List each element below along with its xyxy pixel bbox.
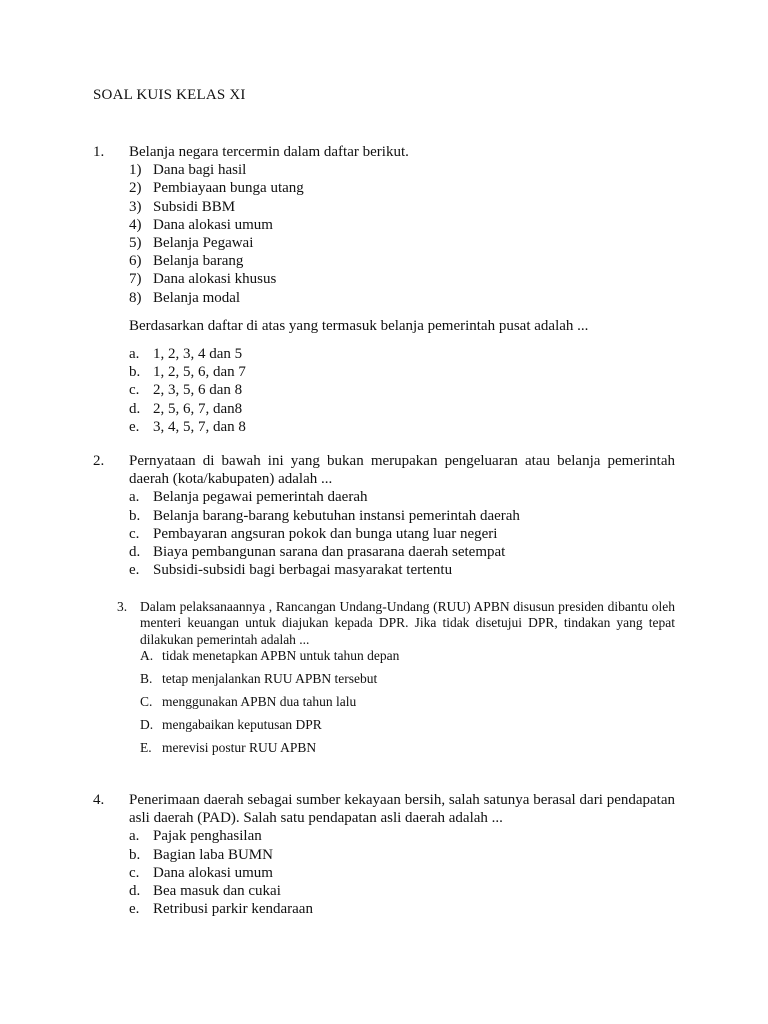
option-label: c. [129,864,140,881]
question-subtext: Berdasarkan daftar di atas yang termasuk belanja pemerintah pusat adalah ... [129,317,589,334]
item-text: Pembiayaan bunga utang [153,180,304,197]
list-item [129,198,675,216]
option-text: merevisi postur RUU APBN [162,739,317,755]
option-b [129,846,675,864]
option-text: Pajak penghasilan [153,828,262,845]
option-label: d. [129,883,141,900]
option-e [140,740,675,763]
option-label: a. [129,489,140,506]
option-text: Subsidi-subsidi bagi berbagai masyarakat tertentu [153,562,453,579]
option-c [129,864,675,882]
option-text: Bea masuk dan cukai [153,883,281,900]
list-item [129,252,675,270]
option-b [129,507,675,525]
item-text: Dana alokasi khusus [153,271,277,288]
list-item [129,161,675,179]
item-label: 1) [129,162,142,179]
page-title: SOAL KUIS KELAS XI [93,87,246,103]
question-1 [93,143,675,436]
option-label: E. [140,739,152,755]
option-list [129,488,675,579]
item-label: 2) [129,180,142,197]
option-a [129,345,675,363]
question-number: 3. [117,599,128,614]
option-c [129,525,675,543]
option-d [129,882,675,900]
item-text: Belanja barang [153,253,244,270]
option-d [129,543,675,561]
option-a [129,488,675,506]
option-label: b. [129,846,141,863]
option-label: e. [129,418,140,435]
item-label: 7) [129,271,142,288]
option-e [129,900,675,918]
question-4 [93,791,675,918]
item-text: Dana bagi hasil [153,162,247,179]
option-label: D. [140,716,154,732]
option-text: tidak menetapkan APBN untuk tahun depan [162,647,400,663]
item-label: 5) [129,235,142,252]
item-list [129,161,675,307]
question-text: Pernyataan di bawah ini yang bukan merupakan pengeluaran atau belanja pemerintah daerah (kota/kabupaten) adalah ... [129,453,675,488]
option-c [129,381,675,399]
item-text: Subsidi BBM [153,198,236,215]
option-label: d. [129,400,141,417]
option-text: 1, 2, 5, 6, dan 7 [153,364,246,381]
list-item [129,216,675,234]
list-item [129,179,675,197]
list-item [129,289,675,307]
option-list [140,648,675,763]
question-number: 4. [93,792,105,808]
option-d [129,400,675,418]
question-2 [93,452,675,579]
option-label: b. [129,364,141,381]
option-text: 2, 3, 5, 6 dan 8 [153,382,243,399]
option-label: e. [129,901,140,918]
option-label: A. [140,647,154,663]
item-label: 8) [129,289,142,306]
question-number: 2. [93,453,105,469]
option-text: 1, 2, 3, 4 dan 5 [153,346,243,363]
option-d [140,717,675,740]
option-label: a. [129,346,140,363]
option-label: b. [129,507,141,524]
list-item [129,270,675,288]
option-label: C. [140,693,153,709]
item-text: Belanja modal [153,289,241,306]
option-text: menggunakan APBN dua tahun lalu [162,693,357,709]
item-label: 4) [129,216,142,233]
item-label: 6) [129,253,142,270]
option-label: B. [140,670,153,686]
option-e [129,418,675,436]
question-text: Belanja negara tercermin dalam daftar berikut. [129,144,409,160]
option-text: Bagian laba BUMN [153,846,273,863]
option-text: Belanja pegawai pemerintah daerah [153,489,368,506]
option-a [140,648,675,671]
option-text: 2, 5, 6, 7, dan8 [153,400,243,417]
option-b [140,671,675,694]
option-text: Biaya pembangunan sarana dan prasarana daerah setempat [153,544,506,561]
option-b [129,363,675,381]
option-text: Retribusi parkir kendaraan [153,901,313,918]
option-text: Pembayaran angsuran pokok dan bunga utang luar negeri [153,525,498,542]
option-label: d. [129,544,141,561]
item-label: 3) [129,198,142,215]
option-text: 3, 4, 5, 7, dan 8 [153,418,246,435]
list-item [129,234,675,252]
option-text: Dana alokasi umum [153,864,273,881]
item-text: Dana alokasi umum [153,216,273,233]
option-text: mengabaikan keputusan DPR [162,716,322,732]
option-label: c. [129,525,140,542]
question-text: Penerimaan daerah sebagai sumber kekayaan bersih, salah satunya berasal dari pendapatan asli daerah (PAD). Salah satu pendapatan asli daerah adalah ... [129,792,675,827]
item-text: Belanja Pegawai [153,235,254,252]
option-label: c. [129,382,140,399]
option-text: Belanja barang-barang kebutuhan instansi pemerintah daerah [153,507,520,524]
option-label: a. [129,828,140,845]
option-text: tetap menjalankan RUU APBN tersebut [162,670,378,686]
option-e [129,561,675,579]
option-c [140,694,675,717]
option-a [129,827,675,845]
option-list [129,827,675,918]
question-3 [117,599,675,763]
question-number: 1. [93,144,105,160]
option-label: e. [129,562,140,579]
option-list [129,345,675,436]
question-text: Dalam pelaksanaannya , Rancangan Undang-Undang (RUU) APBN disusun presiden dibantu oleh menteri keuangan untuk diajukan kepada DPR. Jika tidak disetujui DPR, tindakan yang tepat dilakukan pemerintah adalah ... [140,599,675,647]
